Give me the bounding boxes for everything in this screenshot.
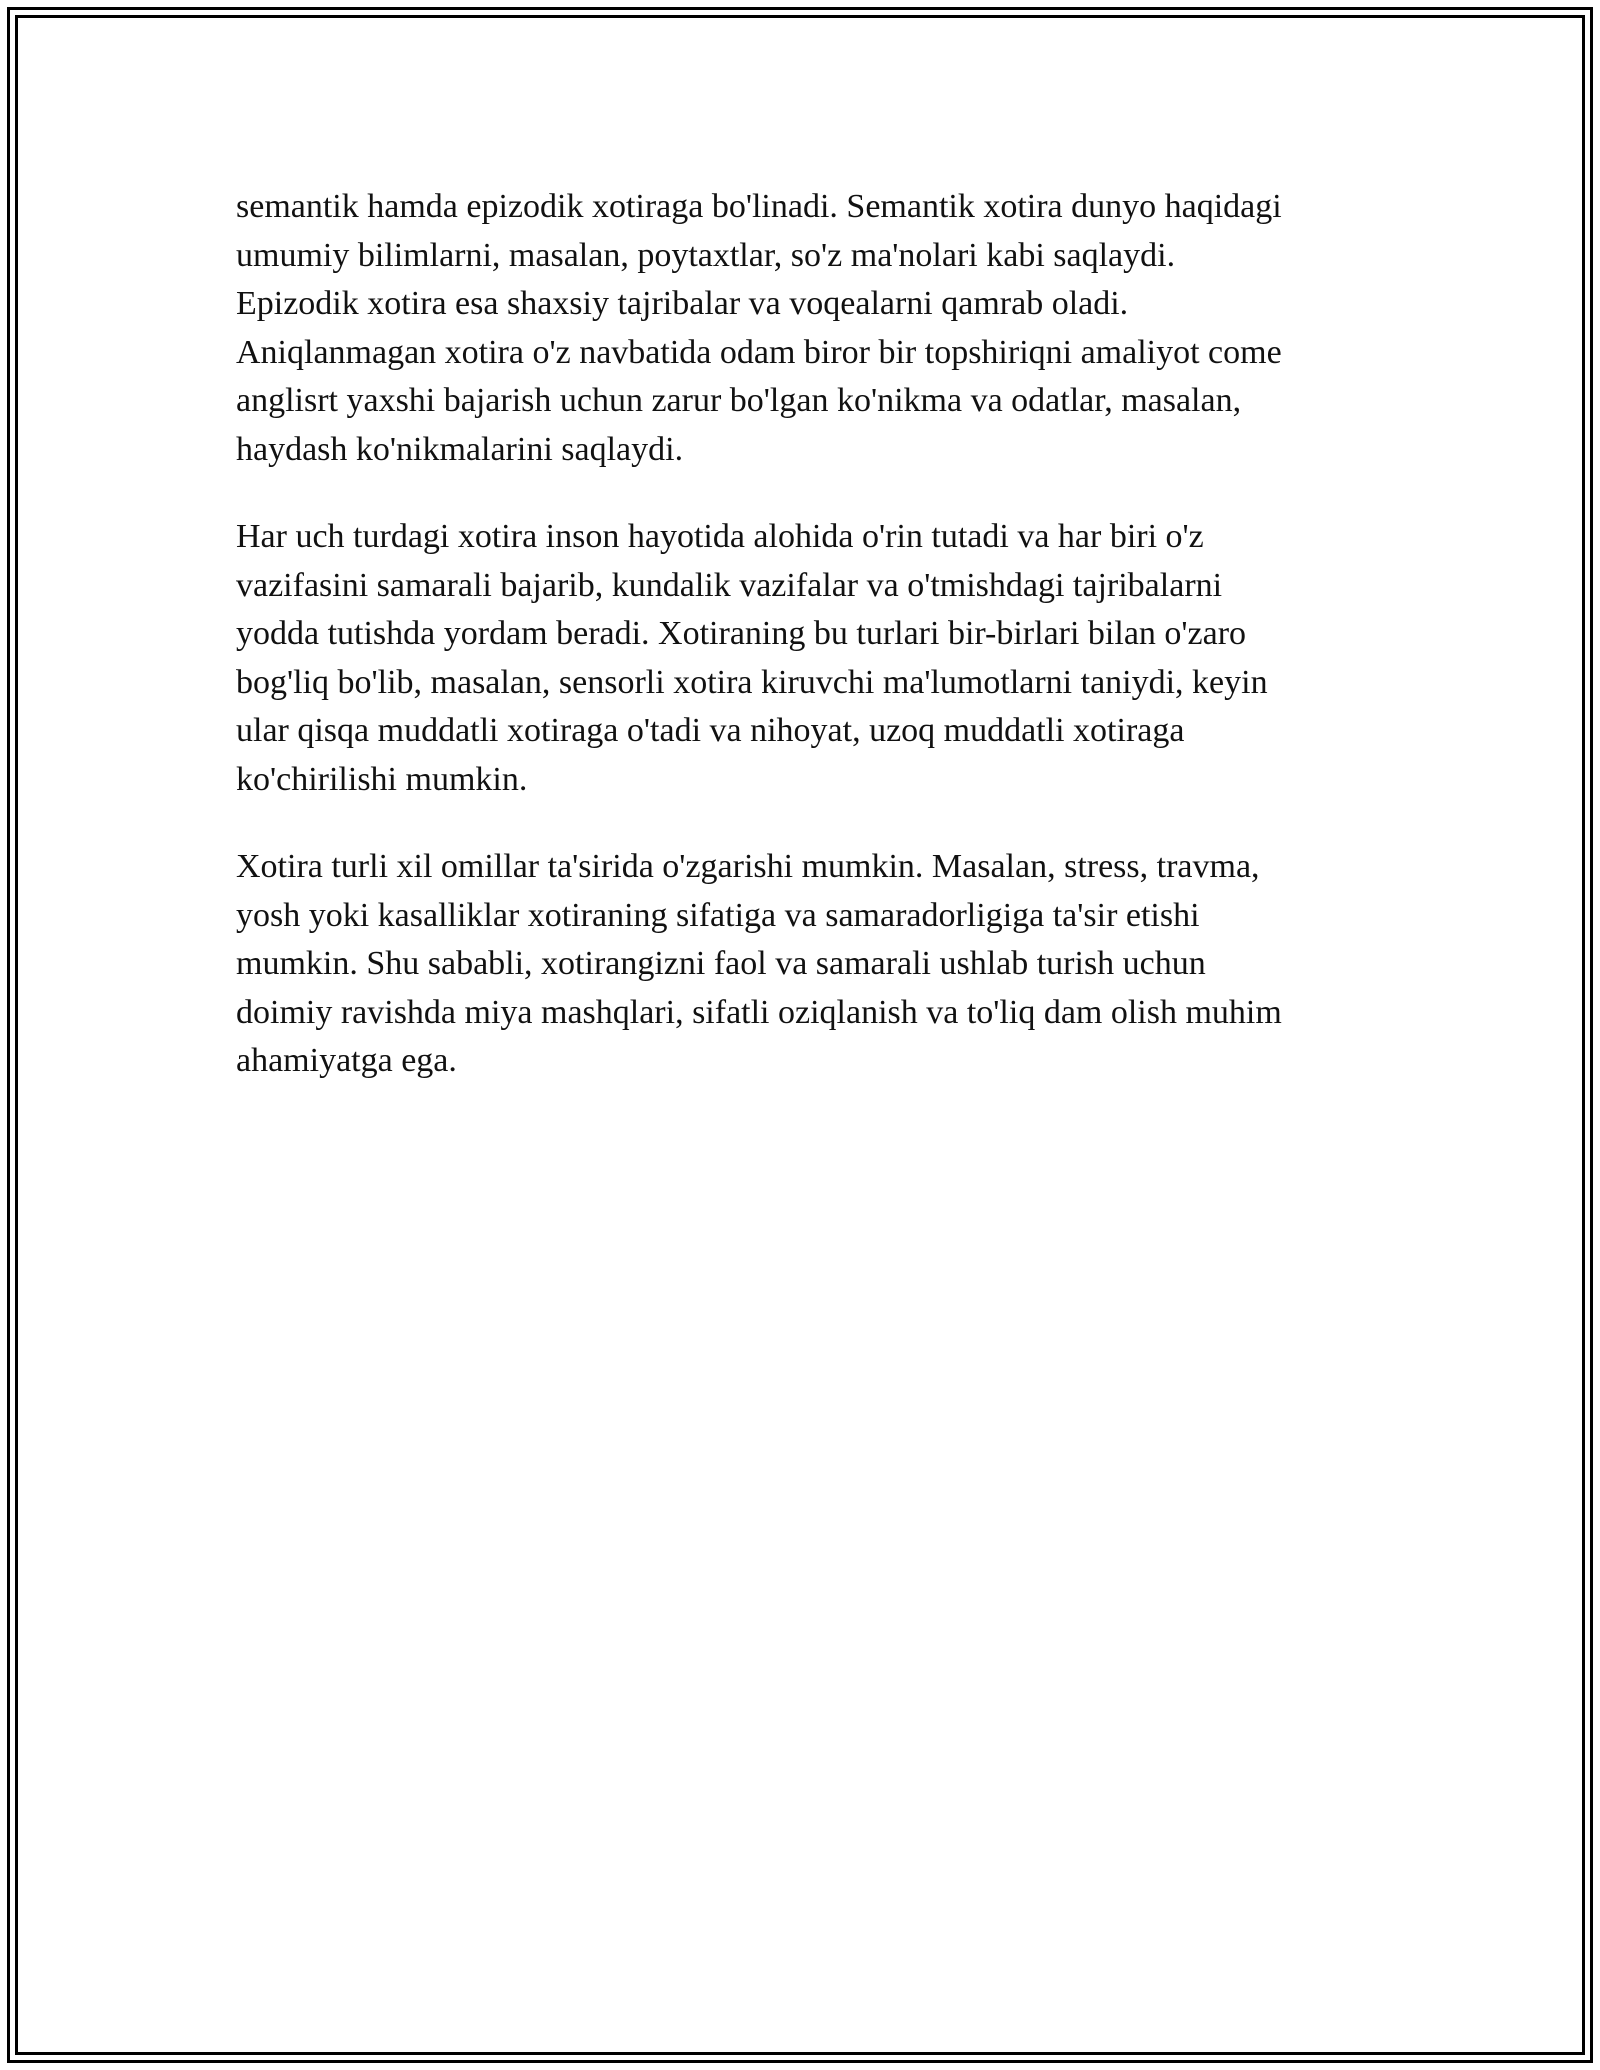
paragraph-memory-factors: Xotira turli xil omillar ta'sirida o'zgarishi mumkin. Masalan, stress, travma, yosh yoki kasalliklar xotiraning sifatiga va samaradorligiga ta'sir etishi mumkin. Shu sababli, xotirangizni faol va samarali ushlab turish uchun doimiy ravishda miya mashqlari, sifatli oziqlanish va to'liq dam olish muhim ahamiyatga ega. [236,848,1282,1079]
paragraph-memory-interaction: Har uch turdagi xotira inson hayotida alohida o'rin tutadi va har biri o'z vazifasini samarali bajarib, kundalik vazifalar va o'tmishdagi tajribalarni yodda tutishda yordam beradi. Xotiraning bu turlari bir-birlari bilan o'zaro bog'liq bo'lib, masalan, sensorli xotira kiruvchi ma'lumotlarni taniydi, keyin ular qisqa muddatli xotiraga o'tadi va nihoyat, uzoq muddatli xotiraga ko'chirilishi mumkin. [236,518,1268,798]
document-body [236,183,1376,1125]
paragraph-memory-types: semantik hamda epizodik xotiraga bo'linadi. Semantik xotira dunyo haqidagi umumiy bilimlarni, masalan, poytaxtlar, so'z ma'nolari kabi saqlaydi. Epizodik xotira esa shaxsiy tajribalar va voqealarni qamrab oladi. Aniqlanmagan xotira o'z navbatida odam biror bir topshiriqni amaliyot come anglisrt yaxshi bajarish uchun zarur bo'lgan ko'nikma va odatlar, masalan, haydash ko'nikmalarini saqlaydi. [236,188,1282,468]
